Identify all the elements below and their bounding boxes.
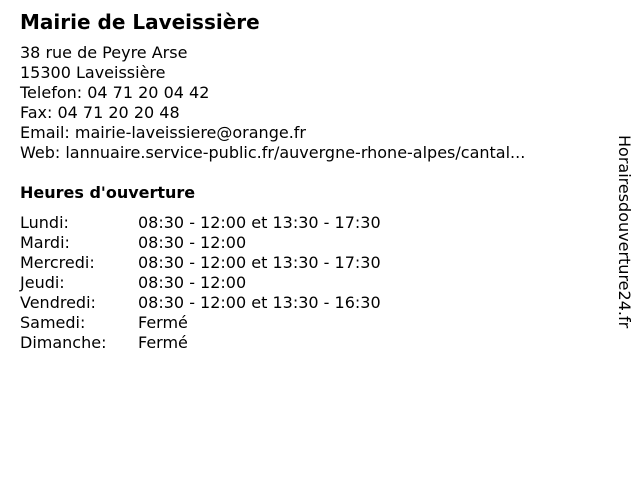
day-label: Dimanche: xyxy=(20,333,107,352)
time-value: Fermé xyxy=(138,333,188,352)
email-address: Email: mairie-laveissiere@orange.fr xyxy=(20,123,306,142)
opening-hours-heading: Heures d'ouverture xyxy=(20,183,196,202)
day-label: Vendredi: xyxy=(20,293,96,312)
time-value: 08:30 - 12:00 et 13:30 - 17:30 xyxy=(138,213,381,232)
day-label: Jeudi: xyxy=(20,273,65,292)
day-label: Mercredi: xyxy=(20,253,95,272)
time-value: 08:30 - 12:00 xyxy=(138,233,247,252)
day-label: Mardi: xyxy=(20,233,70,252)
site-watermark: Horairesdouverture24.fr xyxy=(615,135,634,329)
address-street: 38 rue de Peyre Arse xyxy=(20,43,188,62)
day-label: Samedi: xyxy=(20,313,86,332)
address-city: 15300 Laveissière xyxy=(20,63,166,82)
contact-block xyxy=(20,43,525,163)
day-label: Lundi: xyxy=(20,213,69,232)
time-value: 08:30 - 12:00 xyxy=(138,273,247,292)
fax-number: Fax: 04 71 20 20 48 xyxy=(20,103,180,122)
page-title: Mairie de Laveissière xyxy=(20,10,260,34)
time-value: 08:30 - 12:00 et 13:30 - 17:30 xyxy=(138,253,381,272)
phone-number: Telefon: 04 71 20 04 42 xyxy=(20,83,210,102)
time-value: 08:30 - 12:00 et 13:30 - 16:30 xyxy=(138,293,381,312)
time-value: Fermé xyxy=(138,313,188,332)
website-link: Web: lannuaire.service-public.fr/auvergne-rhone-alpes/cantal... xyxy=(20,143,526,162)
